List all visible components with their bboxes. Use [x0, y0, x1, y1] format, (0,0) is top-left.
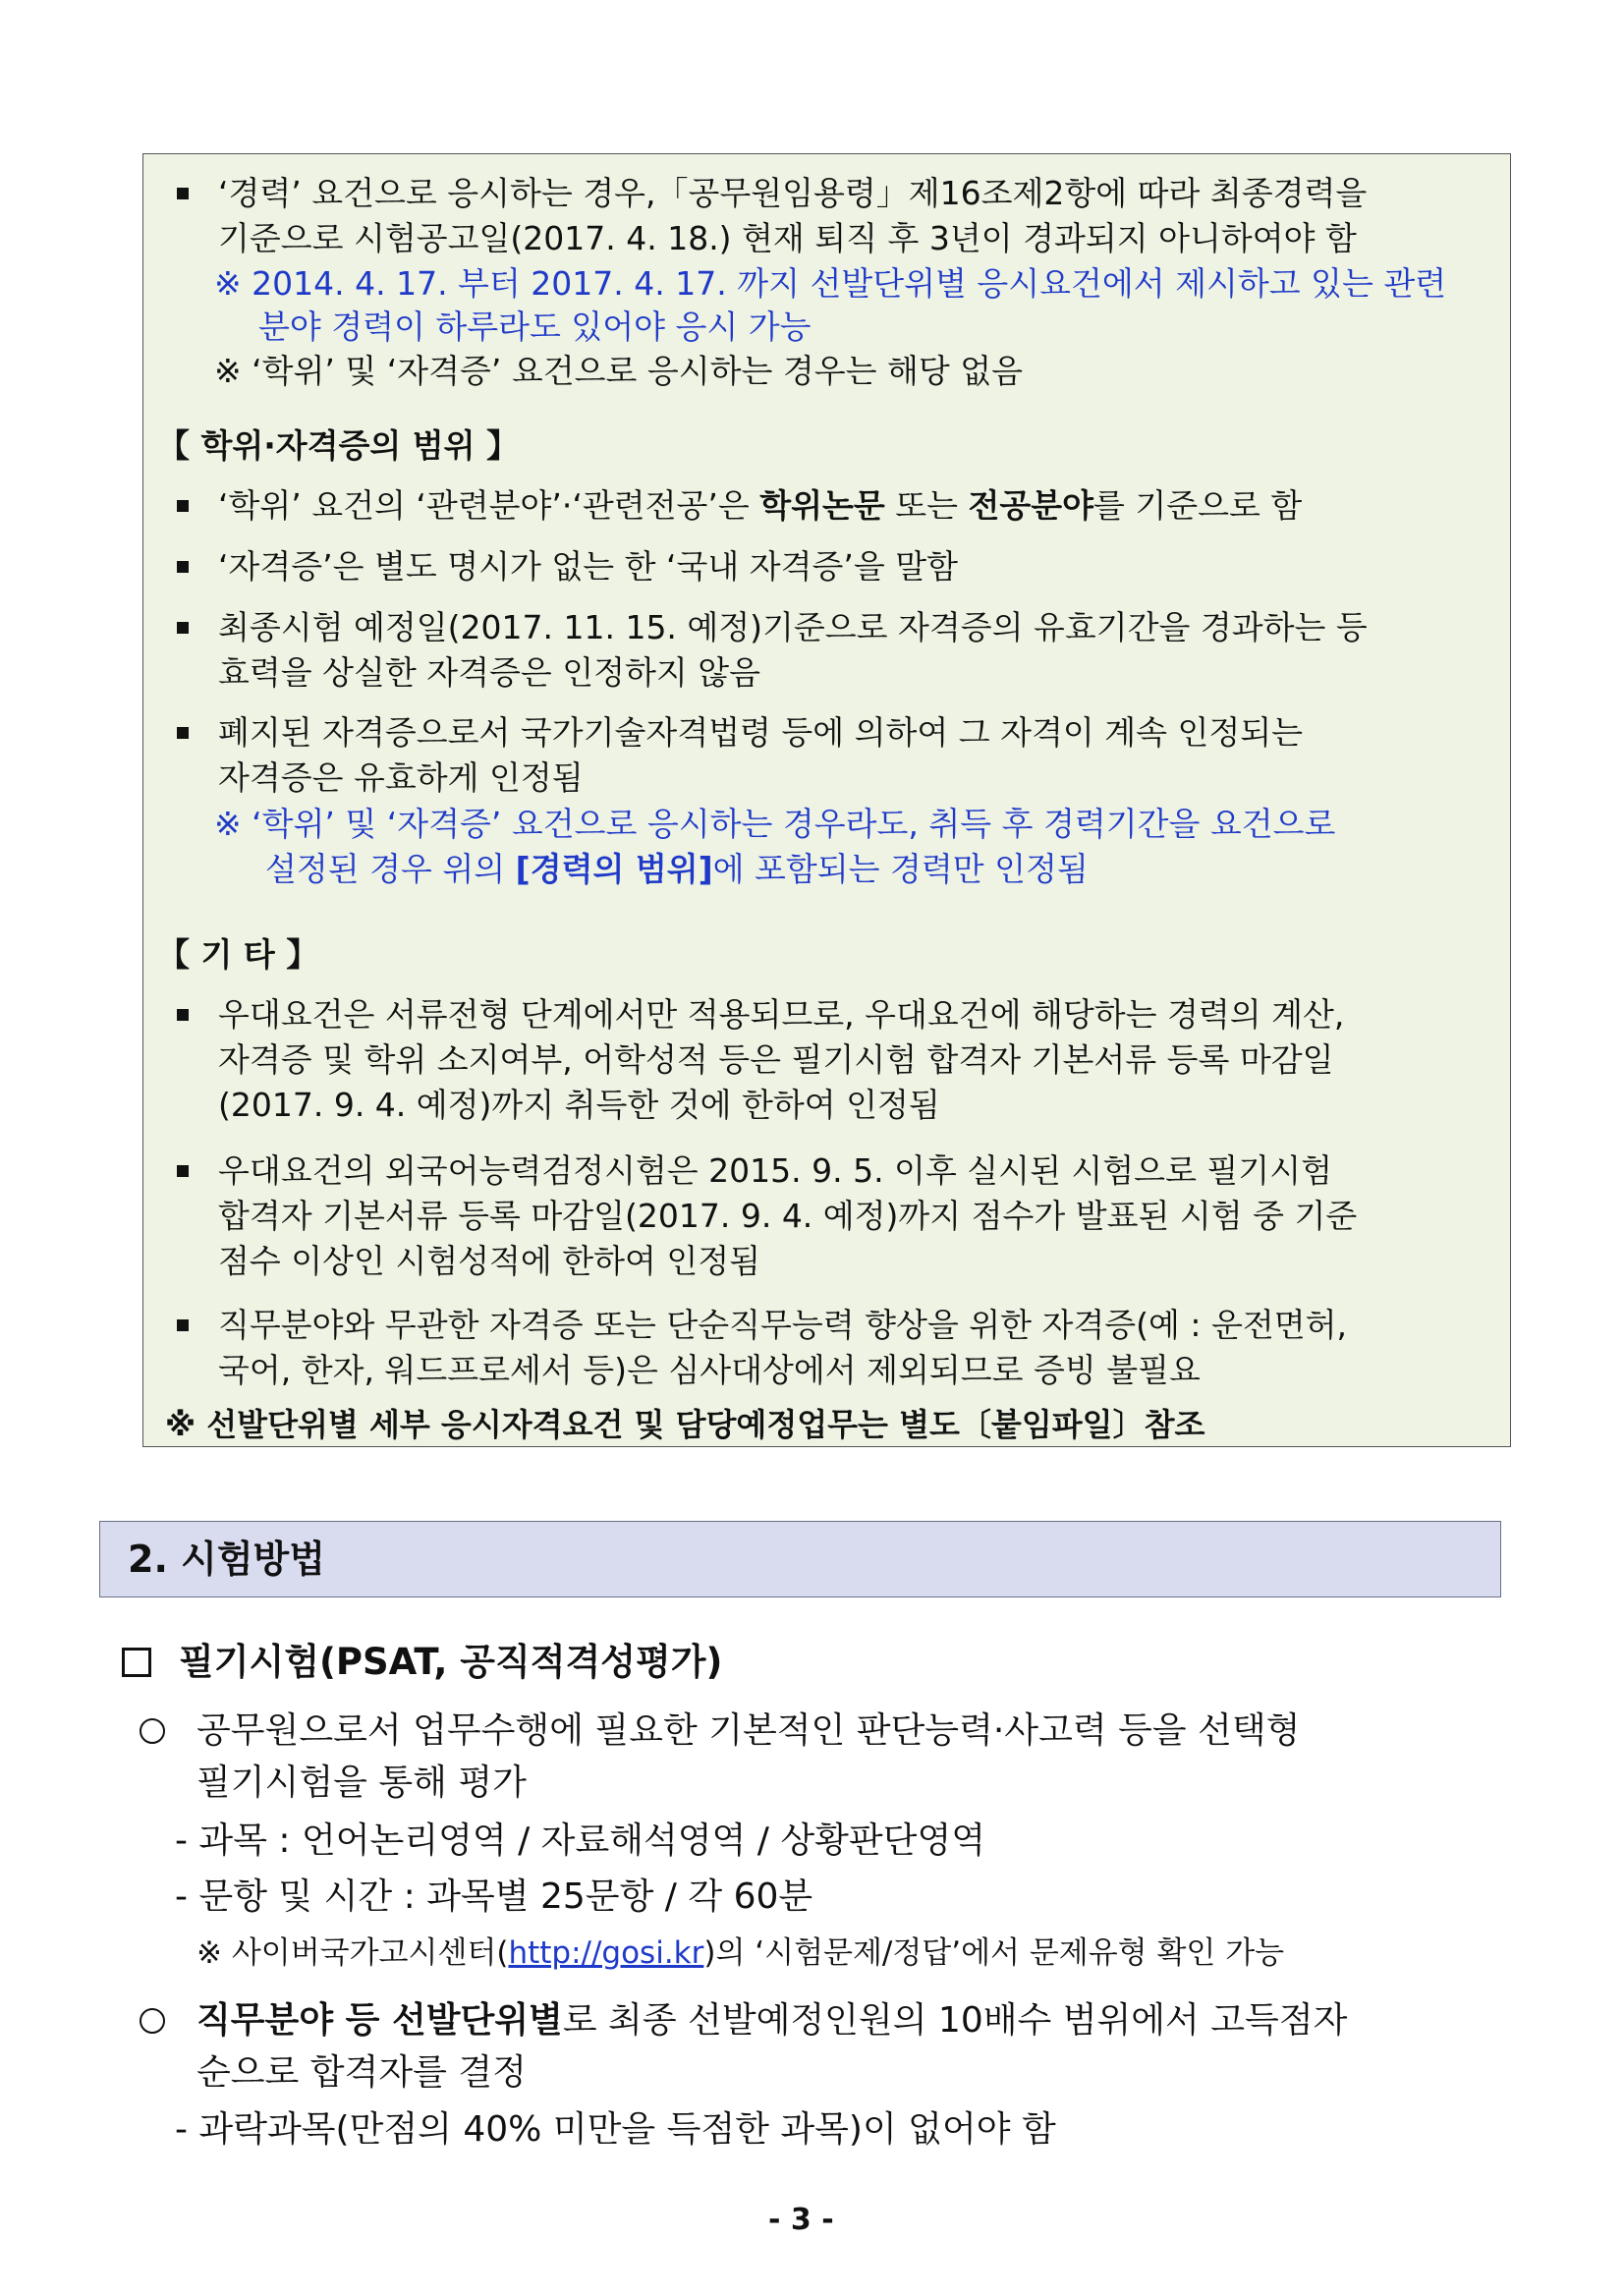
degree-bullet-3-line2: 효력을 상실한 자격증은 인정하지 않음 — [218, 653, 761, 692]
career-note-2: ※ ‘학위’ 및 ‘자격증’ 요건으로 응시하는 경우는 해당 없음 — [214, 352, 1023, 390]
section-etc-heading: 【 기 타 】 — [157, 935, 319, 974]
bullet-square — [177, 188, 189, 199]
circle-bullet-icon — [140, 1718, 165, 1744]
degree-bullet-4-line1: 폐지된 자격증으로서 국가기술자격법령 등에 의하여 그 자격이 계속 인정되는 — [218, 713, 1304, 752]
degree-bullet-3-line1: 최종시험 예정일(2017. 11. 15. 예정)기준으로 자격증의 유효기간을 경과하는 등 — [218, 608, 1368, 646]
checkbox-square-icon — [122, 1648, 151, 1677]
etc-bullet-2-line2: 합격자 기본서류 등록 마감일(2017. 9. 4. 예정)까지 점수가 발표된 시험 중 기준 — [218, 1197, 1358, 1235]
etc-bullet-3-line2: 국어, 한자, 워드프로세서 등)은 심사대상에서 제외되므로 증빙 불필요 — [218, 1351, 1201, 1389]
exam-desc-line2: 필기시험을 통해 평가 — [196, 1763, 527, 1803]
selection-line1: 직무분야 등 선발단위별로 최종 선발예정인원의 10배수 범위에서 고득점자 — [196, 2000, 1348, 2041]
selection-line2: 순으로 합격자를 결정 — [196, 2052, 527, 2093]
career-note-line1: ※ 2014. 4. 17. 부터 2017. 4. 17. 까지 선발단위별 응시요건에서 제시하고 있는 관련 — [214, 264, 1447, 303]
etc-bullet-1-line3: (2017. 9. 4. 예정)까지 취득한 것에 한하여 인정됨 — [218, 1086, 940, 1124]
etc-bullet-3-line1: 직무분야와 무관한 자격증 또는 단순직무능력 향상을 위한 자격증(예 : 운전면허, — [218, 1306, 1347, 1344]
written-exam-subtitle: 필기시험(PSAT, 공직적격성평가) — [179, 1641, 723, 1683]
section-degree-heading: 【 학위·자격증의 범위 】 — [157, 426, 520, 465]
degree-bullet-2: ‘자격증’은 별도 명시가 없는 한 ‘국내 자격증’을 말함 — [218, 547, 958, 586]
etc-bullet-1-line1: 우대요건은 서류전형 단계에서만 적용되므로, 우대요건에 해당하는 경력의 계산, — [218, 995, 1345, 1034]
etc-bullet-1-line2: 자격증 및 학위 소지여부, 어학성적 등은 필기시험 합격자 기본서류 등록 마감일 — [218, 1040, 1334, 1079]
etc-bullet-2-line3: 점수 이상인 시험성적에 한하여 인정됨 — [218, 1242, 761, 1280]
bullet-square — [177, 1319, 189, 1331]
gosi-note: ※ 사이버국가고시센터(http://gosi.kr)의 ‘시험문제/정답’에서 문제유형 확인 가능 — [196, 1935, 1285, 1971]
bullet-square — [177, 561, 189, 573]
subjects-line: - 과목 : 언어논리영역 / 자료해석영역 / 상황판단영역 — [175, 1820, 986, 1861]
career-text-line1: ‘경력’ 요건으로 응시하는 경우,「공무원임용령」제16조제2항에 따라 최종경력을 — [218, 174, 1368, 212]
page-number: - 3 - — [768, 2203, 834, 2237]
bullet-square — [177, 1165, 189, 1177]
career-text-line2: 기준으로 시험공고일(2017. 4. 18.) 현재 퇴직 후 3년이 경과되지 아니하여야 함 — [218, 219, 1357, 257]
career-note-line2: 분야 경력이 하루라도 있어야 응시 가능 — [258, 308, 812, 346]
exam-desc-line1: 공무원으로서 업무수행에 필요한 기본적인 판단능력·사고력 등을 선택형 — [196, 1710, 1301, 1751]
bullet-square — [177, 622, 189, 634]
degree-note-line1: ※ ‘학위’ 및 ‘자격증’ 요건으로 응시하는 경우라도, 취득 후 경력기간을 요건으로 — [214, 805, 1336, 843]
questions-time-line: - 문항 및 시간 : 과목별 25문항 / 각 60분 — [175, 1876, 813, 1917]
gosi-link[interactable]: http://gosi.kr — [508, 1935, 704, 1971]
fail-criteria-line: - 과락과목(만점의 40% 미만을 득점한 과목)이 없어야 함 — [175, 2109, 1056, 2150]
circle-bullet-icon — [140, 2008, 165, 2034]
bullet-square — [177, 727, 189, 739]
final-note: ※ 선발단위별 세부 응시자격요건 및 담당예정업무는 별도〔붙임파일〕참조 — [165, 1406, 1205, 1443]
section-title: 2. 시험방법 — [128, 1538, 325, 1581]
degree-note-line2: 설정된 경우 위의 [경력의 범위]에 포함되는 경력만 인정됨 — [265, 850, 1089, 888]
bullet-square — [177, 1009, 189, 1021]
degree-bullet-4-line2: 자격증은 유효하게 인정됨 — [218, 758, 584, 797]
etc-bullet-2-line1: 우대요건의 외국어능력검정시험은 2015. 9. 5. 이후 실시된 시험으로 필기시험 — [218, 1151, 1332, 1190]
degree-bullet-1: ‘학위’ 요건의 ‘관련분야’·‘관련전공’은 학위논문 또는 전공분야를 기준으로 함 — [218, 486, 1303, 525]
bullet-square — [177, 500, 189, 512]
